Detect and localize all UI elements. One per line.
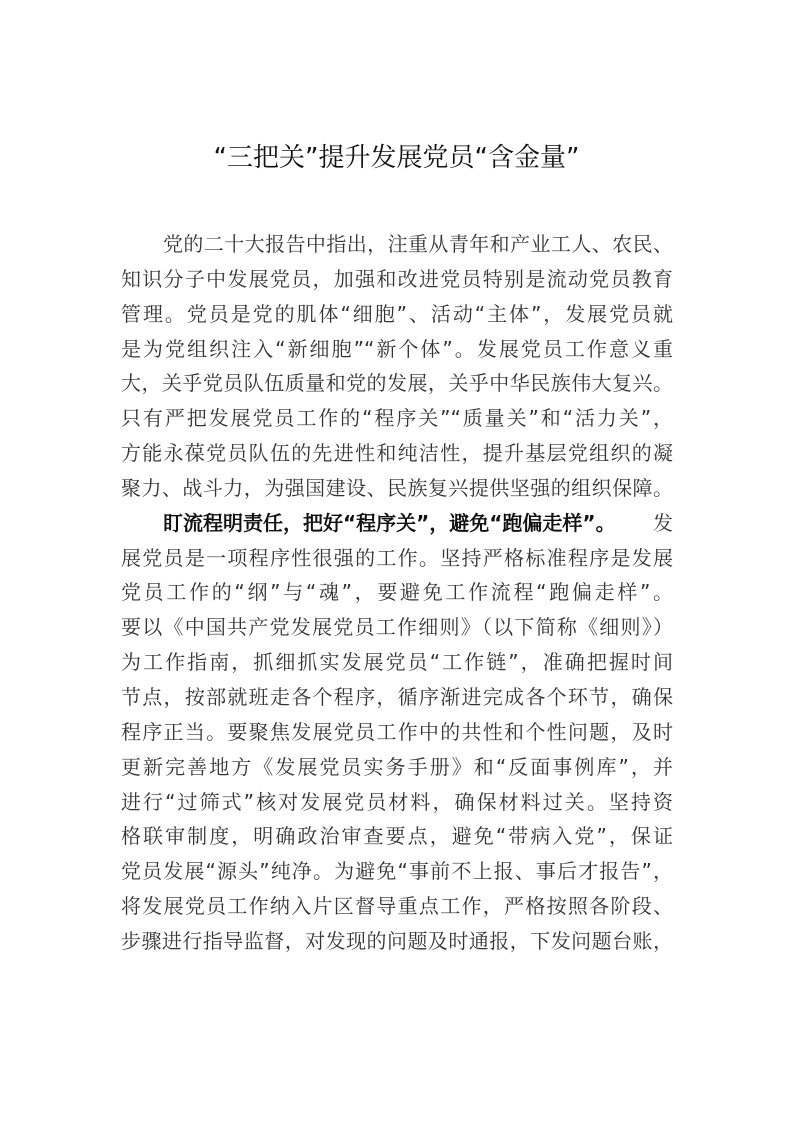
text-line: 为工作指南，抓细抓实发展党员“工作链”，准确把握时间 <box>121 650 673 675</box>
text-line: 程序正当。要聚焦发展党员工作中的共性和个性问题，及时 <box>121 719 673 744</box>
document-title: “三把关”提升发展党员“含金量” <box>213 143 580 173</box>
paragraph-procedure <box>121 506 673 959</box>
text-line: 步骤进行指导监督，对发现的问题及时通报，下发问题台账， <box>121 928 673 953</box>
text-line <box>121 506 673 541</box>
text-line: 大，关乎党员队伍质量和党的发展，关乎中华民族伟大复兴。 <box>121 371 673 396</box>
text-line: 党员发展“源头”纯净。为避免“事前不上报、事后才报告”， <box>121 859 673 884</box>
text-line: 格联审制度，明确政治审查要点，避免“带病入党”，保证 <box>121 824 673 849</box>
text-line: 只有严把发展党员工作的“程序关”“质量关”和“活力关”， <box>121 406 673 431</box>
text-line: 展党员是一项程序性很强的工作。坚持严格标准程序是发展 <box>121 545 673 570</box>
section-heading: 盯流程明责任，把好“程序关”，避免“跑偏走样”。 <box>163 510 616 535</box>
text-line: 是为党组织注入“新细胞”“新个体”。发展党员工作意义重 <box>121 336 673 361</box>
text-line: 聚力、战斗力，为强国建设、民族复兴提供坚强的组织保障。 <box>121 475 673 500</box>
text-line: 党员工作的“纲”与“魂”，要避免工作流程“跑偏走样”。 <box>121 580 673 605</box>
text-line: 进行“过筛式”核对发展党员材料，确保材料过关。坚持资 <box>121 789 673 814</box>
text-line: 党的二十大报告中指出，注重从青年和产业工人、农民、 <box>163 232 673 256</box>
document-body <box>121 227 673 959</box>
text-fragment: 发 <box>653 510 673 535</box>
text-line: 知识分子中发展党员，加强和改进党员特别是流动党员教育 <box>121 266 673 291</box>
text-line: 方能永葆党员队伍的先进性和纯洁性，提升基层党组织的凝 <box>121 441 673 466</box>
text-line: 管理。党员是党的肌体“细胞”、活动“主体”，发展党员就 <box>121 301 673 326</box>
text-line: 更新完善地方《发展党员实务手册》和“反面事例库”，并 <box>121 754 673 779</box>
text-line: 将发展党员工作纳入片区督导重点工作，严格按照各阶段、 <box>121 894 673 919</box>
paragraph-intro <box>121 227 673 506</box>
text-line: 节点，按部就班走各个程序，循序渐进完成各个环节，确保 <box>121 684 673 709</box>
text-line: 要以《中国共产党发展党员工作细则》（以下简称《细则》） <box>121 615 673 640</box>
